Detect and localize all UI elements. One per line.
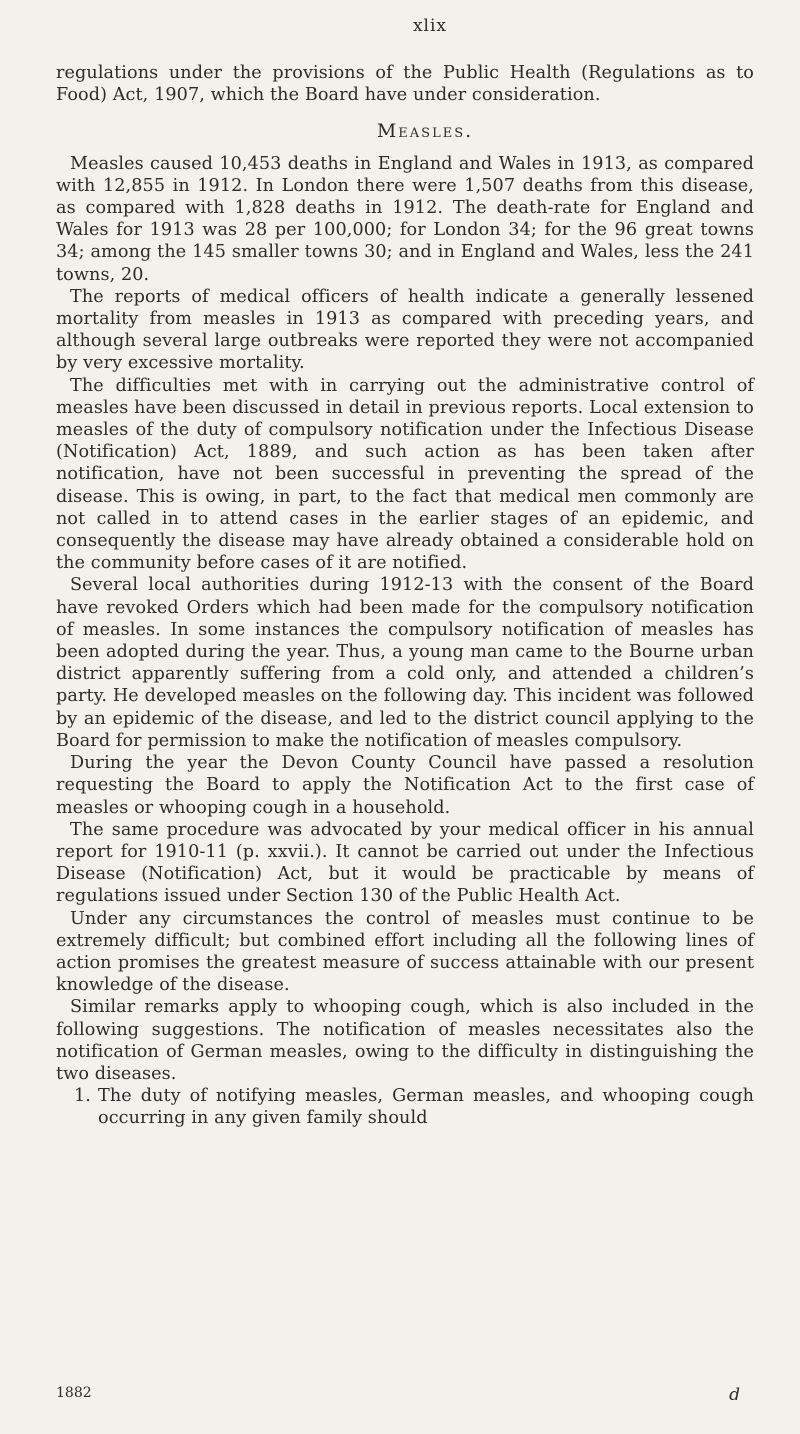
opening-paragraph: regulations under the provisions of the Public Health (Regulations as to Food) Act, 1907, which the Board have under consideration. xyxy=(56,63,754,106)
section-heading: Measles. xyxy=(376,120,474,143)
list-item-number: 1. xyxy=(74,1086,91,1107)
body-text xyxy=(56,62,754,1130)
signature-mark: d xyxy=(729,1385,740,1405)
paragraph: The difficulties met with in carrying out the administrative control of measles have been discussed in detail in previous reports. Local extension to measles of the duty of compulsory notification under the Infectious Disease (Notification) Act, 1889, and such action as has been taken after notification, have not been successful in preventing the spread of the disease. This is owing, in part, to the fact that medical men commonly are not called in to attend cases in the earlier stages of an epidemic, and consequently the disease may have already obtained a considerable hold on the community before cases of it are notified. xyxy=(56,375,754,574)
paragraph: Similar remarks apply to whooping cough, which is also included in the following suggestions. The notification of measles necessitates also the notification of German measles, owing to the difficulty in distinguishing the two diseases. xyxy=(56,997,754,1084)
page-footer xyxy=(56,1385,740,1405)
paragraph: Measles caused 10,453 deaths in England and Wales in 1913, as compared with 12,855 in 1912. In London there were 1,507 deaths from this disease, as compared with 1,828 deaths in 1912. The death-rate for England and Wales for 1913 was 28 per 100,000; for London 34; for the 96 great towns 34; among the 145 smaller towns 30; and in England and Wales, less the 241 towns, 20. xyxy=(56,153,754,285)
paragraph: Several local authorities during 1912-13 with the consent of the Board have revoked Orders which had been made for the compulsory notification of measles. In some instances the compulsory notification of measles has been adopted during the year. Thus, a young man came to the Bourne urban district apparently suffering from a cold only, and attended a children’s party. He developed measles on the following day. This incident was followed by an epidemic of the disease, and led to the district council applying to the Board for permission to make the notification of measles compulsory. xyxy=(56,575,754,751)
paragraph: The same procedure was advocated by your medical officer in his annual report for 1910-11 (p. xxvii.). It cannot be carried out under the Infectious Disease (Notification) Act, but it would be practicable by means of regulations issued under Section 130 of the Public Health Act. xyxy=(56,819,754,907)
page-number: xlix xyxy=(412,16,448,36)
paragraph: The reports of medical officers of health indicate a generally lessened mortality from measles in 1913 as compared with preceding years, and although several large outbreaks were reported they were not accompanied by very excessive mortality. xyxy=(56,286,754,374)
paragraph: Under any circumstances the control of measles must continue to be extremely difficult; but combined effort including all the following lines of action promises the greatest measure of success attainable with our present knowledge of the disease. xyxy=(56,908,754,996)
paragraph: During the year the Devon County Council have passed a resolution requesting the Board to apply the Notification Act to the first case of measles or whooping cough in a household. xyxy=(56,753,754,818)
print-code: 1882 xyxy=(56,1385,92,1401)
list-item-text: The duty of notifying measles, German measles, and whooping cough occurring in any given family should xyxy=(98,1086,754,1129)
list-item xyxy=(74,1085,754,1129)
